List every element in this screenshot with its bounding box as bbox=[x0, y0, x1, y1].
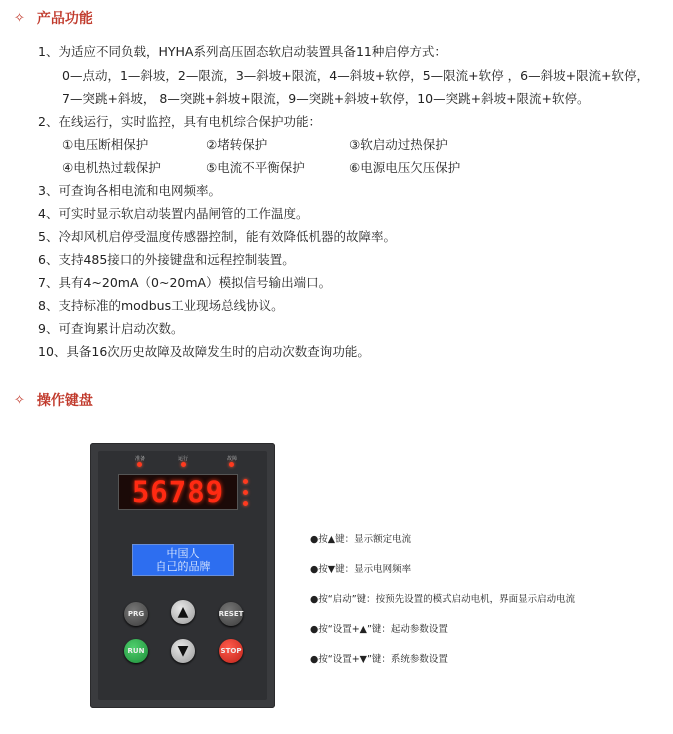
protection-item: ③软启动过热保护 bbox=[349, 137, 448, 152]
indicator-label-fault: 故障 bbox=[227, 456, 238, 462]
diamond-icon: ✧ bbox=[14, 10, 25, 26]
feature-line: 10、具备16次历史故障及故障发生时的启动次数查询功能。 bbox=[38, 344, 370, 359]
ready-led bbox=[137, 462, 142, 467]
feature-line: 9、可查询累计启动次数。 bbox=[38, 321, 184, 336]
section-header-keyboard bbox=[14, 390, 93, 410]
down-arrow-button[interactable]: ▼ bbox=[171, 639, 195, 663]
protection-item: ⑤电流不平衡保护 bbox=[206, 160, 305, 175]
up-arrow-button[interactable]: ▲ bbox=[171, 600, 195, 624]
key-note: ●按▲键：显示额定电流 bbox=[310, 534, 412, 545]
section-title: 操作键盘 bbox=[36, 393, 93, 409]
run-led bbox=[181, 462, 186, 467]
lcd-line: 自己的品牌 bbox=[155, 560, 211, 573]
unit-led bbox=[243, 501, 248, 506]
unit-led bbox=[243, 490, 248, 495]
protection-item: ⑥电源电压欠压保护 bbox=[349, 160, 461, 175]
key-note: ●按“启动”键：按预先设置的模式启动电机，界面显示启动电流 bbox=[310, 594, 576, 605]
feature-line: 0—点动，1—斜坡，2—限流，3—斜坡+限流，4—斜坡+软停，5—限流+软停 ，6—斜坡+限流+软停， bbox=[62, 68, 650, 83]
lcd-line: 中国人 bbox=[166, 547, 200, 560]
seven-segment-display: 56789 bbox=[118, 474, 238, 510]
fault-led bbox=[229, 462, 234, 467]
feature-line: 4、可实时显示软启动装置内晶闸管的工作温度。 bbox=[38, 206, 309, 221]
key-note: ●按▼键：显示电网频率 bbox=[310, 564, 412, 575]
feature-line: 3、可查询各相电流和电网频率。 bbox=[38, 183, 221, 198]
feature-line: 7、具有4~20mA（0~20mA）模拟信号输出端口。 bbox=[38, 275, 332, 290]
feature-line: 6、支持485接口的外接键盘和远程控制装置。 bbox=[38, 252, 295, 267]
feature-line: 7—突跳+斜坡， 8—突跳+斜坡+限流，9—突跳+斜坡+软停，10—突跳+斜坡+限流+软停。 bbox=[62, 91, 590, 106]
key-note: ●按“设置+▲”键：起动参数设置 bbox=[310, 624, 448, 635]
protection-item: ①电压断相保护 bbox=[62, 137, 149, 152]
feature-line: 1、为适应不同负载，HYHA系列高压固态软启动装置具备11种启停方式： bbox=[38, 44, 447, 59]
diamond-icon: ✧ bbox=[14, 392, 25, 408]
feature-line: 8、支持标准的modbus工业现场总线协议。 bbox=[38, 298, 284, 313]
section-title: 产品功能 bbox=[36, 11, 93, 27]
prg-button[interactable]: PRG bbox=[124, 602, 148, 626]
run-button[interactable]: RUN bbox=[124, 639, 148, 663]
unit-led bbox=[243, 479, 248, 484]
keyboard-panel bbox=[90, 443, 275, 708]
key-note: ●按“设置+▼”键：系统参数设置 bbox=[310, 654, 448, 665]
feature-line: 5、冷却风机启停受温度传感器控制，能有效降低机器的故障率。 bbox=[38, 229, 396, 244]
protection-item: ②堵转保护 bbox=[206, 137, 268, 152]
feature-line: 2、在线运行，实时监控，具有电机综合保护功能： bbox=[38, 114, 321, 129]
reset-button[interactable]: RESET bbox=[219, 602, 243, 626]
protection-item: ④电机热过载保护 bbox=[62, 160, 161, 175]
stop-button[interactable]: STOP bbox=[219, 639, 243, 663]
lcd-screen bbox=[132, 544, 234, 576]
indicator-label-run: 运行 bbox=[178, 456, 189, 462]
section-header-features bbox=[14, 8, 93, 28]
indicator-label-ready: 准备 bbox=[135, 456, 146, 462]
